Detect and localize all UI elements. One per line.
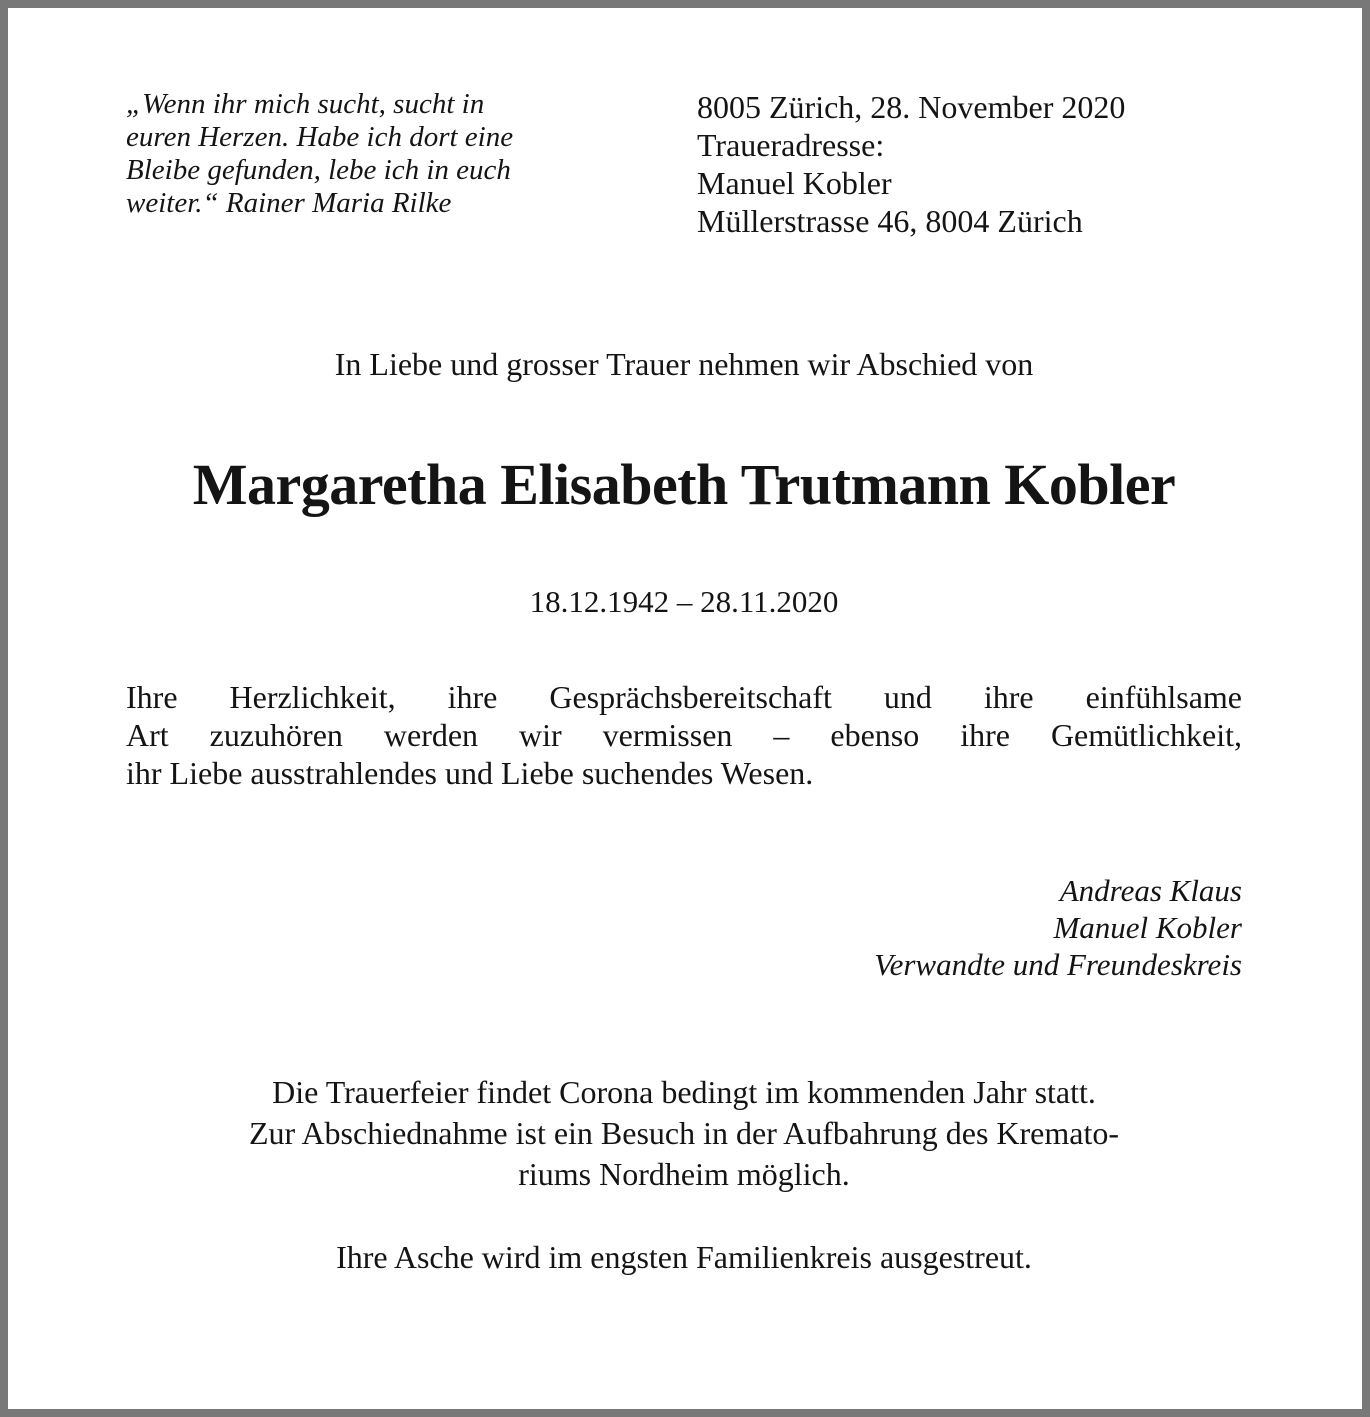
ashes-note: Ihre Asche wird im engsten Familienkreis ausgestreut. — [336, 1239, 1032, 1275]
notice-header — [126, 88, 1242, 240]
ceremony-line: Zur Abschiednahme ist ein Besuch in der Aufbahrung des Kremato- — [249, 1115, 1119, 1151]
ceremony-line: Die Trauerfeier findet Corona bedingt im kommenden Jahr statt. — [272, 1074, 1096, 1110]
quote-line: Bleibe gefunden, lebe ich in euch — [126, 154, 511, 186]
deceased-name: Margaretha Elisabeth Trutmann Kobler — [192, 452, 1176, 517]
place-date-line: 8005 Zürich, 28. November 2020 — [697, 89, 1126, 125]
tribute-line: Ihre Herzlichkeit, ihre Gesprächsbereitschaft und ihre einfühlsame — [126, 679, 1242, 715]
rilke-quote — [126, 88, 513, 220]
ceremony-line: riums Nordheim möglich. — [518, 1156, 850, 1192]
tribute-line: ihr Liebe ausstrahlendes und Liebe suchendes Wesen. — [126, 755, 814, 791]
notice-content — [8, 88, 1362, 1276]
quote-line: euren Herzen. Habe ich dort eine — [126, 121, 514, 153]
quote-line: weiter.“ Rainer Maria Rilke — [126, 187, 452, 219]
mourning-address-block — [697, 88, 1242, 240]
mourner-name: Manuel Kobler — [1053, 910, 1242, 945]
tribute-paragraph — [126, 678, 1242, 792]
life-dates: 18.12.1942 – 28.11.2020 — [529, 584, 839, 619]
farewell-intro-line: In Liebe und grosser Trauer nehmen wir Abschied von — [334, 346, 1034, 382]
mourners-list — [126, 872, 1242, 983]
address-street-line: Müllerstrasse 46, 8004 Zürich — [697, 203, 1083, 239]
address-name-line: Manuel Kobler — [697, 165, 892, 201]
address-label-line: Traueradresse: — [697, 127, 885, 163]
mourner-name: Verwandte und Freundeskreis — [874, 947, 1242, 982]
quote-line: „Wenn ihr mich sucht, sucht in — [126, 88, 485, 120]
tribute-line: Art zuzuhören werden wir vermissen – ebenso ihre Gemütlichkeit, — [126, 717, 1242, 753]
mourner-name: Andreas Klaus — [1059, 873, 1242, 908]
ceremony-info — [126, 1072, 1242, 1195]
